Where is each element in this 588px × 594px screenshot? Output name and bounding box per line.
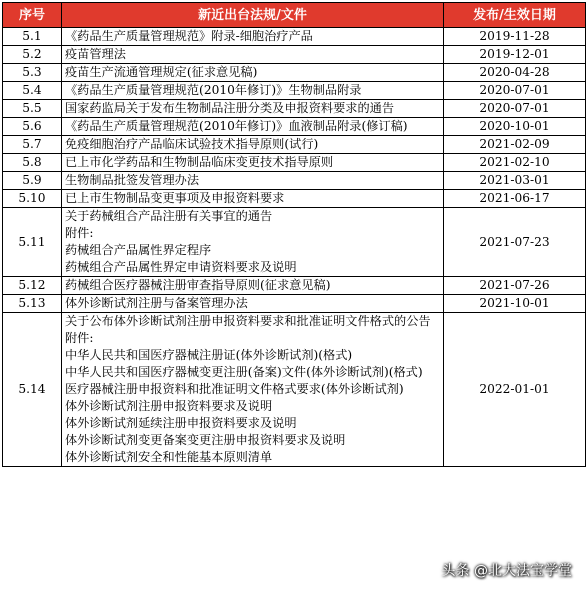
row-date: 2019-11-28 — [444, 28, 586, 46]
title-line: 已上市生物制品变更事项及申报资料要求 — [65, 191, 285, 205]
title-line: 附件: — [65, 331, 94, 345]
row-date: 2020-10-01 — [444, 118, 586, 136]
row-number: 5.13 — [3, 295, 62, 313]
title-line: 体外诊断试剂注册申报资料要求及说明 — [65, 399, 273, 413]
title-line: 生物制品批签发管理办法 — [65, 173, 200, 187]
row-title — [62, 313, 444, 467]
title-line: 体外诊断试剂延续注册申报资料要求及说明 — [65, 416, 297, 430]
table-row — [3, 190, 586, 208]
watermark: 头条 @北大法宝学堂 — [441, 563, 572, 579]
title-line: 药械组合医疗器械注册审查指导原则(征求意见稿) — [65, 278, 331, 292]
title-line: 体外诊断试剂安全和性能基本原则清单 — [65, 450, 273, 464]
row-number: 5.3 — [3, 64, 62, 82]
regulations-table — [2, 2, 586, 467]
row-number: 5.9 — [3, 172, 62, 190]
table-row — [3, 100, 586, 118]
title-line: 免疫细胞治疗产品临床试验技术指导原则(试行) — [65, 137, 319, 151]
table-row — [3, 208, 586, 277]
row-title — [62, 136, 444, 154]
row-title — [62, 208, 444, 277]
table-row — [3, 277, 586, 295]
table-row — [3, 172, 586, 190]
row-number: 5.7 — [3, 136, 62, 154]
title-line: 关于药械组合产品注册有关事宜的通告 — [65, 209, 273, 223]
row-date: 2021-10-01 — [444, 295, 586, 313]
title-line: 国家药监局关于发布生物制品注册分类及申报资料要求的通告 — [65, 101, 395, 115]
table-row — [3, 46, 586, 64]
row-number: 5.4 — [3, 82, 62, 100]
row-number: 5.12 — [3, 277, 62, 295]
row-number: 5.8 — [3, 154, 62, 172]
header-no: 序号 — [3, 3, 62, 28]
row-title — [62, 154, 444, 172]
title-line: 医疗器械注册申报资料和批准证明文件格式要求(体外诊断试剂) — [65, 382, 404, 396]
table-header-row — [3, 3, 586, 28]
title-line: 中华人民共和国医疗器械变更注册(备案)文件(体外诊断试剂)(格式) — [65, 365, 423, 379]
table-row — [3, 154, 586, 172]
row-date: 2021-02-10 — [444, 154, 586, 172]
row-number: 5.6 — [3, 118, 62, 136]
title-line: 《药品生产质量管理规范》附录-细胞治疗产品 — [65, 29, 313, 43]
row-date: 2021-02-09 — [444, 136, 586, 154]
table-row — [3, 313, 586, 467]
table-row — [3, 295, 586, 313]
table-row — [3, 82, 586, 100]
title-line: 体外诊断试剂注册与备案管理办法 — [65, 296, 248, 310]
title-line: 体外诊断试剂变更备案变更注册申报资料要求及说明 — [65, 433, 346, 447]
row-date: 2021-07-26 — [444, 277, 586, 295]
row-date: 2020-07-01 — [444, 100, 586, 118]
row-title — [62, 82, 444, 100]
table-body — [3, 28, 586, 467]
table-row — [3, 28, 586, 46]
row-date: 2021-07-23 — [444, 208, 586, 277]
title-line: 药械组合产品属性界定程序 — [65, 243, 212, 257]
title-line: 中华人民共和国医疗器械注册证(体外诊断试剂)(格式) — [65, 348, 353, 362]
row-title — [62, 190, 444, 208]
row-title — [62, 46, 444, 64]
row-date: 2020-07-01 — [444, 82, 586, 100]
row-title — [62, 277, 444, 295]
row-number: 5.1 — [3, 28, 62, 46]
title-line: 关于公布体外诊断试剂注册申报资料要求和批准证明文件格式的公告 — [65, 314, 431, 328]
title-line: 《药品生产质量管理规范(2010年修订)》血液制品附录(修订稿) — [65, 119, 408, 133]
row-title — [62, 28, 444, 46]
row-date: 2021-03-01 — [444, 172, 586, 190]
row-title — [62, 172, 444, 190]
row-title — [62, 64, 444, 82]
row-date: 2021-06-17 — [444, 190, 586, 208]
row-title — [62, 118, 444, 136]
row-number: 5.2 — [3, 46, 62, 64]
header-title: 新近出台法规/文件 — [62, 3, 444, 28]
table-row — [3, 118, 586, 136]
table-row — [3, 64, 586, 82]
row-number: 5.14 — [3, 313, 62, 467]
row-date: 2022-01-01 — [444, 313, 586, 467]
title-line: 疫苗生产流通管理规定(征求意见稿) — [65, 65, 258, 79]
table-row — [3, 136, 586, 154]
row-title — [62, 100, 444, 118]
title-line: 附件: — [65, 226, 94, 240]
row-date: 2020-04-28 — [444, 64, 586, 82]
row-number: 5.10 — [3, 190, 62, 208]
header-date: 发布/生效日期 — [444, 3, 586, 28]
row-number: 5.5 — [3, 100, 62, 118]
title-line: 疫苗管理法 — [65, 47, 126, 61]
title-line: 药械组合产品属性界定申请资料要求及说明 — [65, 260, 297, 274]
title-line: 《药品生产质量管理规范(2010年修订)》生物制品附录 — [65, 83, 362, 97]
row-title — [62, 295, 444, 313]
row-number: 5.11 — [3, 208, 62, 277]
row-date: 2019-12-01 — [444, 46, 586, 64]
title-line: 已上市化学药品和生物制品临床变更技术指导原则 — [65, 155, 334, 169]
